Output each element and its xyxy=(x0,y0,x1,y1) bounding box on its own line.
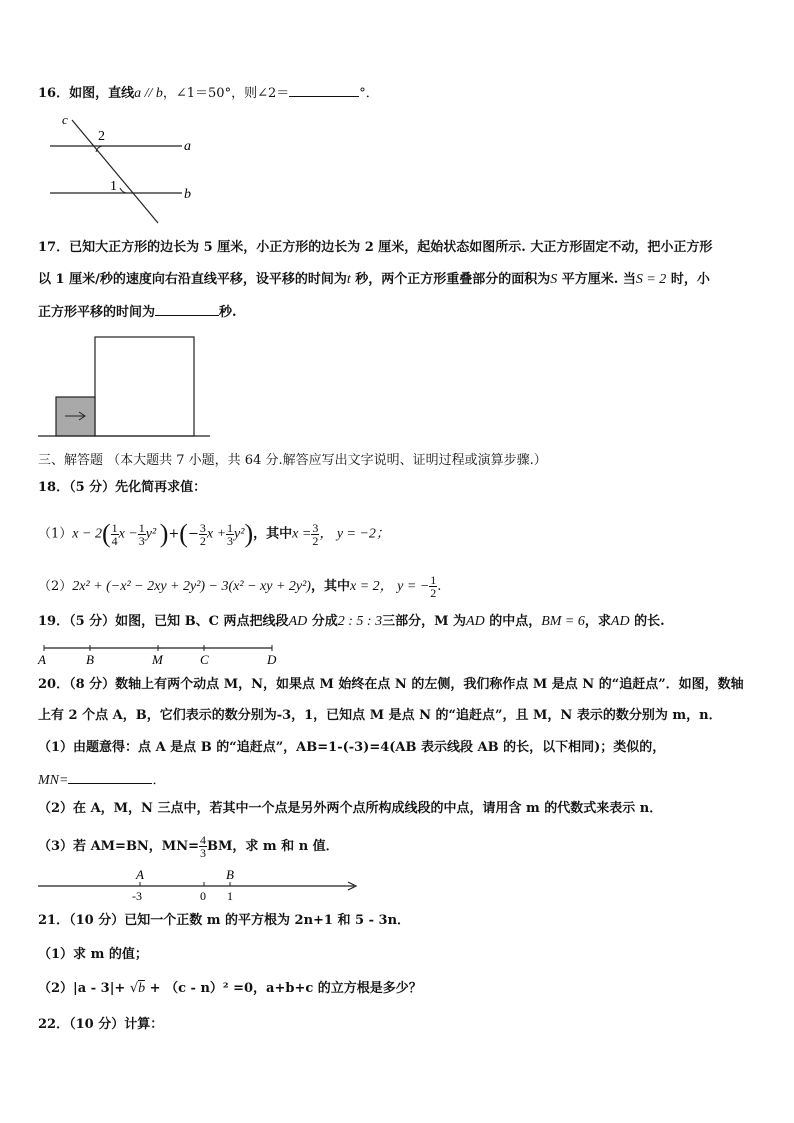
q22-line1: 22．（10 分）计算： xyxy=(38,1017,164,1032)
q19-text: 19．（5 分）如图，已知 B、C 两点把线段AD 分成2 : 5 : 3三部分，M 为AD 的中点，BM = 6，求AD 的长. xyxy=(38,614,665,629)
q20-line2: 上有 2 个点 A，B，它们表示的数分别为-3，1，已知点 M 是点 N 的“追赶点”，且 M，N 表示的数分别为 m，n． xyxy=(38,708,722,723)
axis-tick-1: 1 xyxy=(227,889,233,903)
q18-part2: （2）2x² + (−x² − 2xy + 2y²) − 3(x² − xy + 2y²)，其中x = 2， y = − $\frac{1}{2}$ . xyxy=(38,573,442,600)
label-b: b xyxy=(184,187,191,202)
q17-t: t xyxy=(346,272,351,287)
q16-answer-blank[interactable] xyxy=(289,84,359,97)
point-C: C xyxy=(200,652,209,667)
q20-answer-blank[interactable] xyxy=(68,771,152,784)
q16-text xyxy=(38,84,379,102)
point-B: B xyxy=(86,652,94,667)
large-square xyxy=(95,337,194,436)
q16-suffix: °． xyxy=(359,86,379,101)
q19-segment-figure xyxy=(36,640,286,668)
q17-line2: 以 1 厘米/秒的速度向右沿直线平移，设平移的时间为t 秒，两个正方形重叠部分的面积为S 平方厘米. 当S = 2 时，小 xyxy=(38,272,710,287)
line-c xyxy=(72,120,158,223)
label-2: 2 xyxy=(98,129,105,144)
label-a: a xyxy=(184,139,191,154)
point-A: A xyxy=(38,652,46,667)
axis-tick-neg3: -3 xyxy=(132,889,142,903)
q21-line3: （2）|a - 3|+ √b + （c - n）² =0，a+b+c 的立方根是多少？ xyxy=(38,981,422,996)
axis-label-A: A xyxy=(136,867,144,882)
q17-line3: 正方形平移的时间为 秒. xyxy=(38,305,237,320)
angle1-arc xyxy=(120,188,126,193)
q18-title: 18．（5 分）先化简再求值： xyxy=(38,480,207,495)
q16-ab: a // b xyxy=(134,86,163,101)
q17-answer-blank[interactable] xyxy=(155,303,219,316)
q20-line3: （1）由题意得：点 A 是点 B 的“追赶点”，AB=1-(-3)=4(AB 表示线段 AB 的长，以下相同)；类似的， xyxy=(38,740,666,755)
q16-figure xyxy=(40,112,210,227)
q20-line1: 20．（8 分）数轴上有两个动点 M，N，如果点 M 始终在点 N 的左侧，我们称作点 M 是点 N 的“追赶点”．如图，数轴 xyxy=(38,677,744,692)
q16-angle: ，∠1＝50°，则∠2＝ xyxy=(162,86,290,101)
point-M: M xyxy=(152,652,163,667)
q17-figure xyxy=(36,336,216,440)
q21-line2: （1）求 m 的值； xyxy=(38,947,148,962)
q20-line6: （3）若 AM=BN，MN= $\frac{4}{3}$ BM，求 m 和 n 值． xyxy=(38,833,339,860)
q20-line5: （2）在 A，M，N 三点中，若其中一个点是另外两个点所构成线段的中点，请用含 m 的代数式来表示 n． xyxy=(38,801,663,816)
label-1: 1 xyxy=(110,179,117,194)
q18-part1: （1）x − 2( $\frac{1}{4}$ x − $\frac{1}{3}$ y² )+(− $\frac{3}{2}$ x + $\frac{1}{3}$ y²)，其中x = $\frac{3}{2}$ ， y = −2； xyxy=(38,519,390,548)
angle2-arc xyxy=(96,146,102,152)
section-3-header: 三、解答题 （本大题共 7 小题，共 64 分.解答应写出文字说明、证明过程或演算步骤.） xyxy=(38,453,547,468)
sqrt-icon: √ xyxy=(129,981,139,996)
q21-line1: 21．（10 分）已知一个正数 m 的平方根为 2n+1 和 5 - 3n． xyxy=(38,913,411,928)
point-D: D xyxy=(267,652,277,667)
q17-line1: 17．已知大正方形的边长为 5 厘米，小正方形的边长为 2 厘米，起始状态如图所示. 大正方形固定不动，把小正方形 xyxy=(38,240,713,255)
q16-prefix: 16．如图，直线 xyxy=(38,86,135,101)
axis-label-B: B xyxy=(226,867,234,882)
axis-tick-0: 0 xyxy=(200,889,206,903)
q20-number-line xyxy=(36,866,366,904)
q20-line4: MN= ． xyxy=(38,773,166,788)
label-c: c xyxy=(62,112,68,127)
